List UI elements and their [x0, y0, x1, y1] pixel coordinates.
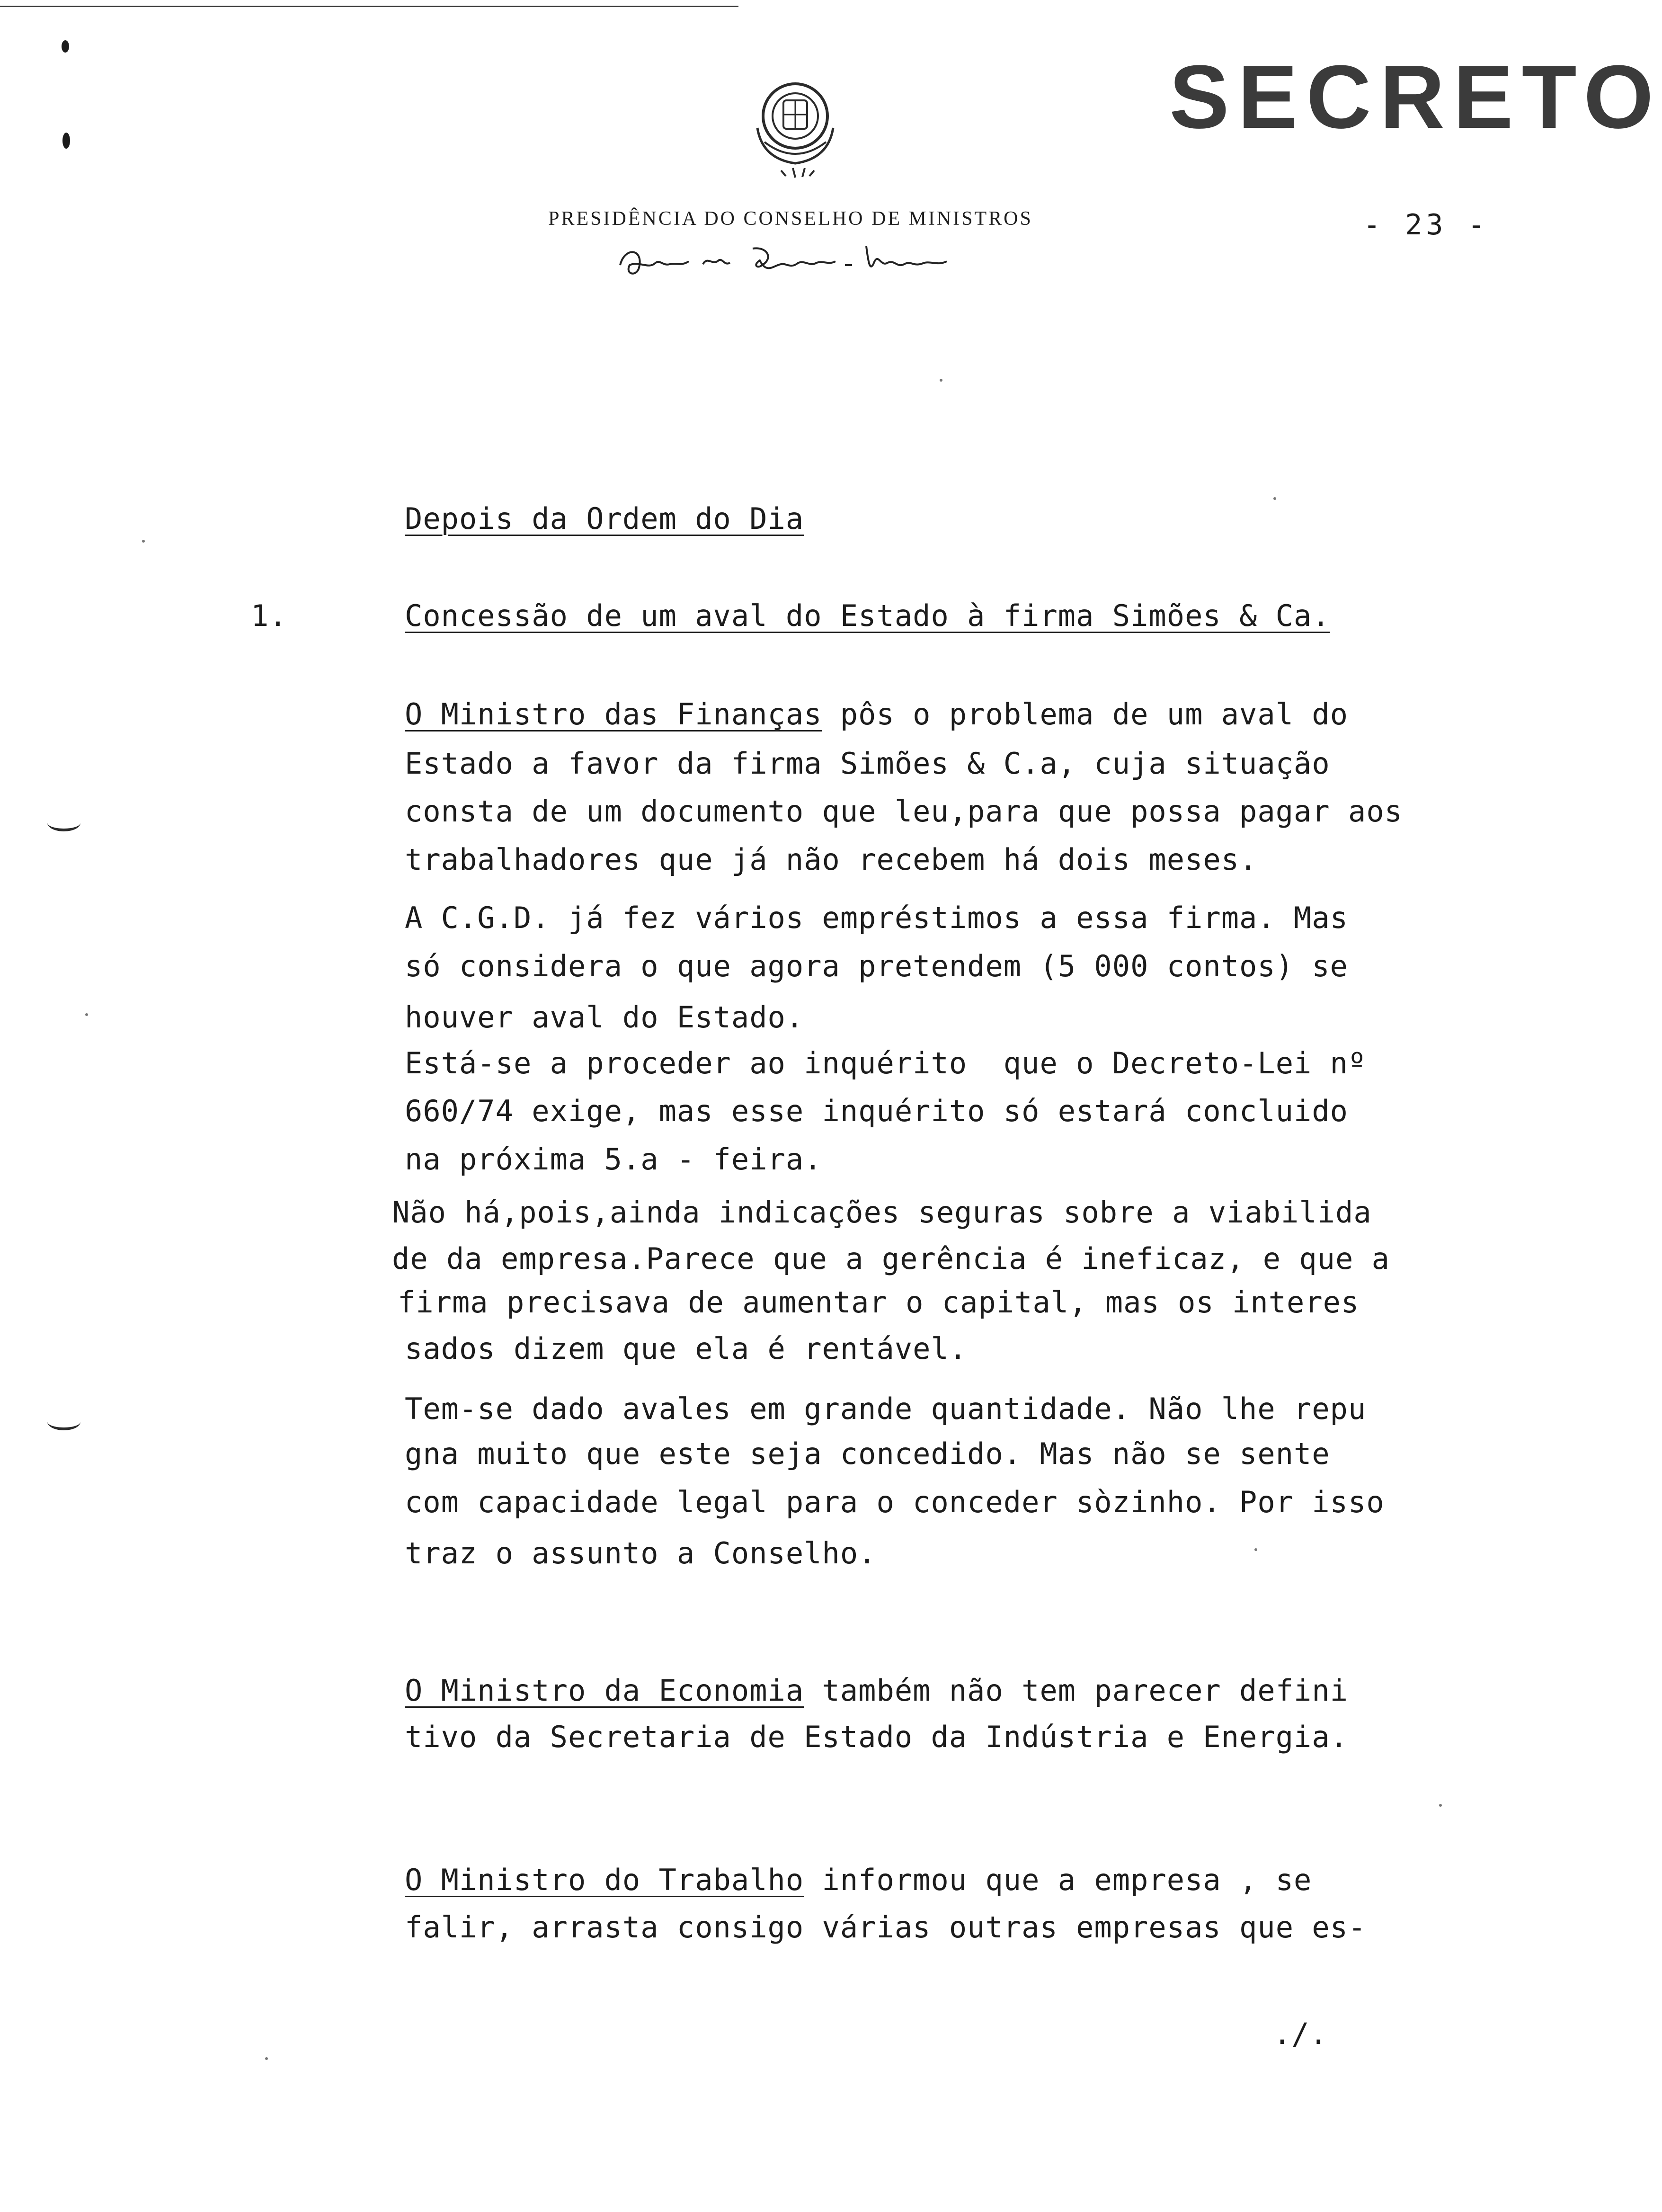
- paragraph-cgd-line-1: A C.G.D. já fez vários empréstimos a essa firma. Mas: [405, 901, 1349, 935]
- scan-speck: [142, 540, 145, 543]
- item-title: Concessão de um aval do Estado à firma Simões & Ca.: [405, 598, 1330, 633]
- scan-speck: [265, 2057, 268, 2060]
- scan-speck: [1273, 497, 1276, 500]
- paragraph-avales-line-4: traz o assunto a Conselho.: [405, 1536, 877, 1570]
- page-edge-line: [0, 6, 738, 7]
- paragraph-cgd-line-2: só considera o que agora pretendem (5 000 contos) se: [405, 949, 1349, 983]
- binder-arc-mark: [47, 1413, 80, 1430]
- paragraph-finance-line-1: [405, 697, 1349, 731]
- cabinet-script-signature: [611, 237, 970, 289]
- paragraph-text: pôs o problema de um aval do: [822, 697, 1349, 731]
- paragraph-labour-line-1: [405, 1865, 1312, 1895]
- paragraph-finance-line-3: consta de um documento que leu,para que possa pagar aos: [405, 794, 1403, 829]
- paragraph-economy-line-2: tivo da Secretaria de Estado da Indústria e Energia.: [405, 1720, 1349, 1754]
- coat-of-arms-seal-icon: [738, 71, 852, 185]
- paragraph-labour-line-2: falir, arrasta consigo várias outras empresas que es-: [405, 1910, 1367, 1944]
- paragraph-inquiry-line-1: Está-se a proceder ao inquérito que o Decreto-Lei nº: [405, 1046, 1367, 1080]
- institution-name: PRESIDÊNCIA DO CONSELHO DE MINISTROS: [548, 208, 1033, 230]
- paragraph-avales-line-3: com capacidade legal para o conceder sòzinho. Por isso: [405, 1485, 1385, 1519]
- speaker-finance-minister: O Ministro das Finanças: [405, 697, 822, 731]
- paragraph-viability-line-1: Não há,pois,ainda indicações seguras sobre a viabilida: [392, 1195, 1372, 1230]
- paragraph-inquiry-line-2: 660/74 exige, mas esse inquérito só estará concluido: [405, 1094, 1349, 1128]
- scan-speck: [940, 379, 942, 382]
- paragraph-cgd-line-3: houver aval do Estado.: [405, 1000, 804, 1035]
- speaker-labour-minister: O Ministro do Trabalho: [405, 1863, 804, 1897]
- paragraph-text: informou que a empresa , se: [804, 1863, 1312, 1897]
- paragraph-viability-line-4: sados dizem que ela é rentável.: [405, 1331, 968, 1366]
- continuation-mark: ./.: [1273, 2016, 1328, 2051]
- scan-speck: [1439, 1804, 1442, 1807]
- page-number: - 23 -: [1363, 208, 1489, 241]
- paragraph-viability-line-2: de da empresa.Parece que a gerência é ineficaz, e que a: [392, 1241, 1390, 1276]
- paragraph-economy-line-1: [405, 1673, 1349, 1708]
- binder-hole-mark: [62, 133, 70, 149]
- paragraph-viability-line-3: firma precisava de aumentar o capital, mas os interes: [398, 1285, 1360, 1320]
- paragraph-text: também não tem parecer defini: [804, 1673, 1349, 1708]
- item-number: 1.: [251, 598, 287, 633]
- paragraph-finance-line-4: trabalhadores que já não recebem há dois meses.: [405, 842, 1258, 877]
- paragraph-avales-line-1: Tem-se dado avales em grande quantidade. Não lhe repu: [405, 1391, 1367, 1426]
- paragraph-inquiry-line-3: na próxima 5.a - feira.: [405, 1142, 822, 1177]
- scan-speck: [1254, 1548, 1257, 1551]
- paragraph-finance-line-2: Estado a favor da firma Simões & C.a, cuja situação: [405, 746, 1330, 781]
- scan-speck: [85, 1013, 88, 1016]
- classification-stamp: SECRETO: [1169, 47, 1662, 147]
- binder-hole-mark: [62, 40, 69, 53]
- section-title: Depois da Ordem do Dia: [405, 501, 804, 536]
- binder-arc-mark: [47, 814, 80, 831]
- paragraph-avales-line-2: gna muito que este seja concedido. Mas não se sente: [405, 1436, 1330, 1471]
- speaker-economy-minister: O Ministro da Economia: [405, 1673, 804, 1708]
